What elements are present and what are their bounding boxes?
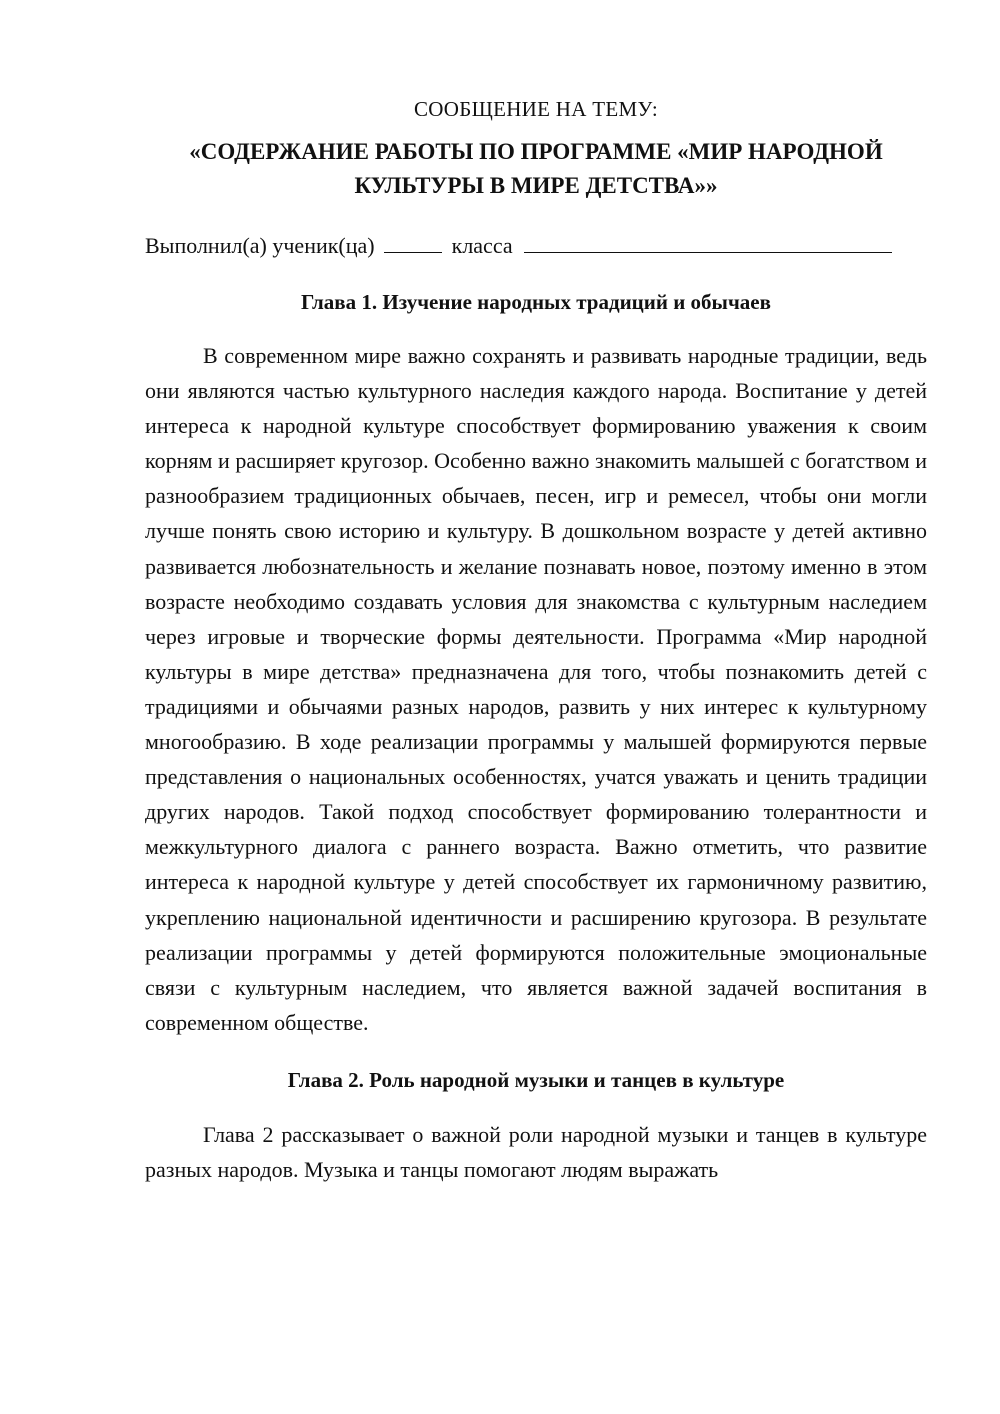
document-page [145, 92, 927, 1187]
grade-blank-field[interactable] [384, 230, 442, 253]
document-title [145, 135, 927, 203]
performed-by-label: Выполнил(а) ученик(ца) [145, 233, 375, 258]
document-label: СООБЩЕНИЕ НА ТЕМУ: [413, 97, 659, 121]
name-blank-field[interactable] [524, 230, 892, 253]
class-label: класса [451, 233, 513, 258]
chapter-2-heading: Глава 2. Роль народной музыки и танцев в культуре [287, 1067, 785, 1092]
chapter-1-paragraph: В современном мире важно сохранять и развивать народные традиции, ведь они являются частью культурного наследия каждого народа. Воспитание у детей интереса к народной культуре способствует формированию уважения к своим корням и расширяет кругозор. Особенно важно знакомить малышей с богатством и разнообразием традиционных обычаев, песен, игр и ремесел, чтобы они могли лучше понять свою историю и культуру. В дошкольном возрасте у детей активно развивается любознательность и желание познавать новое, поэтому именно в этом возрасте необходимо создавать условия для знакомства с культурным наследием через игровые и творческие формы деятельности. Программа «Мир народной культуры в мире детства» предназначена для того, чтобы познакомить детей с традициями и обычаями разных народов, развить у них интерес к культурному многообразию. В ходе реализации программы у малышей формируются первые представления о национальных особенностях, учатся уважать и ценить традиции других народов. Такой подход способствует формированию толерантности и межкультурного диалога с раннего возраста. Важно отметить, что развитие интереса к народной культуре у детей способствует их гармоничному развитию, укреплению национальной идентичности и расширению кругозора. В результате реализации программы у детей формируются положительные эмоциональные связи с культурным наследием, что является важной задачей воспитания в современном обществе. [145, 343, 927, 1035]
chapter-1-heading: Глава 1. Изучение народных традиций и обычаев [301, 290, 771, 314]
document-title-line-2: КУЛЬТУРЫ В МИРЕ ДЕТСТВА»» [354, 173, 718, 198]
author-line [145, 229, 927, 263]
document-title-line-1: «СОДЕРЖАНИЕ РАБОТЫ ПО ПРОГРАММЕ «МИР НАРОДНОЙ [189, 139, 883, 164]
chapter-2-paragraph: Глава 2 рассказывает о важной роли народной музыки и танцев в культуре разных народов. Музыка и танцы помогают людям выражать [145, 1121, 927, 1182]
